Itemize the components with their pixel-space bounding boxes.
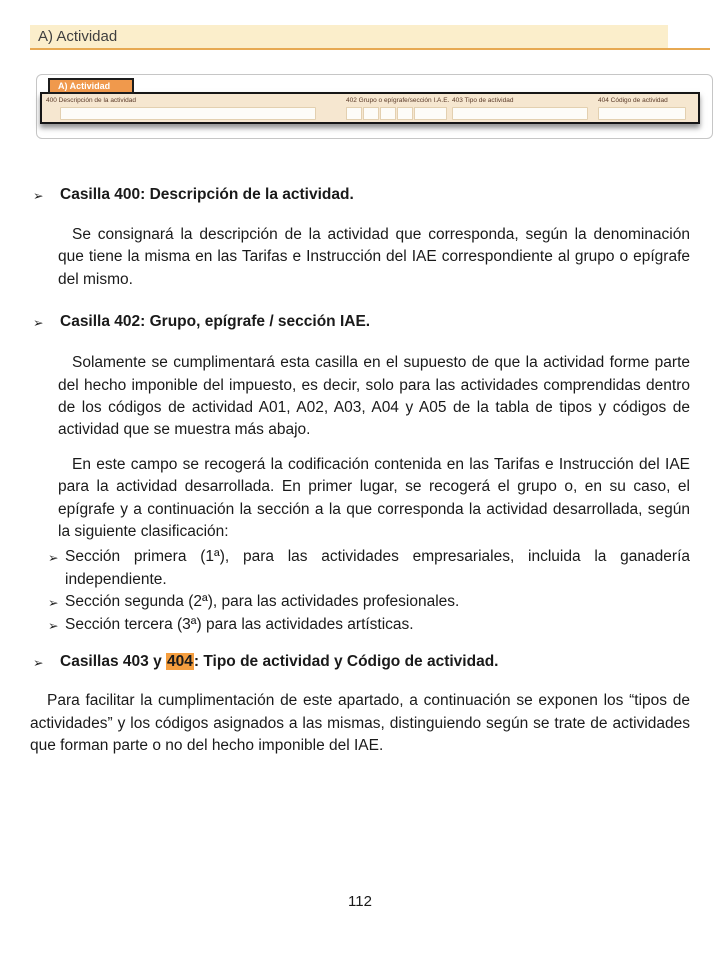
field-402: [346, 97, 452, 122]
arrow-bullet-icon: ➢: [33, 315, 44, 331]
arrow-bullet-icon: ➢: [48, 550, 59, 566]
field-402-input[interactable]: [346, 107, 452, 120]
field-404-label: 404 Código de actividad: [598, 97, 668, 104]
paragraph-403: Para facilitar la cumplimentación de este apartado, a continuación se exponen los “tipos de actividades” y los códigos asignados a las mismas, distinguiendo según se trate de actividades que forman parte o no del hecho imponible del IAE.: [30, 692, 690, 754]
heading-casilla-402-text: Casilla 402: Grupo, epígrafe / sección IAE.: [60, 313, 371, 331]
list-item-text: Sección primera (1ª), para las actividades empresariales, incluida la ganadería independiente.: [65, 548, 690, 588]
arrow-bullet-icon: ➢: [48, 617, 59, 633]
section-header-bar: [30, 25, 668, 48]
field-400-label: 400 Descripción de la actividad: [46, 97, 136, 104]
field-403-label: 403 Tipo de actividad: [452, 97, 514, 104]
arrow-bullet-icon: ➢: [33, 655, 44, 671]
heading-casilla-400-text: Casilla 400: Descripción de la actividad.: [60, 186, 354, 203]
field-400: [46, 97, 346, 122]
form-tab-label: A) Actividad: [58, 81, 111, 91]
field-404: [598, 97, 694, 122]
heading-casilla-402: [30, 311, 690, 333]
document-body: [0, 140, 720, 757]
field-402-cell[interactable]: [346, 107, 362, 120]
section-header: [30, 25, 710, 50]
paragraph-400: Se consignará la descripción de la actividad que corresponda, según la denominación que tiene la misma en las Tarifas e Instrucción del IAE correspondiente al grupo o epígrafe del mismo.: [58, 226, 690, 288]
list-item-text: Sección segunda (2ª), para las actividades profesionales.: [65, 593, 460, 611]
field-404-input[interactable]: [598, 107, 686, 120]
heading-casillas-403-404-text: [60, 653, 498, 670]
highlight-404: 404: [167, 653, 193, 671]
field-400-input[interactable]: [60, 107, 316, 120]
heading-prefix: Casillas 403 y: [60, 653, 166, 671]
heading-suffix: : Tipo de actividad y Código de actividad.: [193, 653, 499, 671]
arrow-bullet-icon: ➢: [48, 595, 59, 611]
field-403-input[interactable]: [452, 107, 588, 120]
field-402-label: 402 Grupo o epígrafe/sección I.A.E.: [346, 97, 450, 104]
field-403: [452, 97, 598, 122]
paragraph-402-2: En este campo se recogerá la codificación contenida en las Tarifas e Instrucción del IAE para la actividad desarrollada. En primer lugar, se recogerá el grupo o, en su caso, el epígrafe y a continuación la sección a la que corresponda la actividad desarrollada, según la siguiente clasificación:: [58, 455, 690, 541]
field-402-cell[interactable]: [397, 107, 413, 120]
list-item-seccion-primera: [48, 546, 690, 591]
list-item-seccion-tercera: [48, 614, 690, 636]
page-number: 112: [348, 893, 372, 910]
section-list: [48, 546, 690, 636]
paragraph-402-1: Solamente se cumplimentará esta casilla en el supuesto de que la actividad forme parte del hecho imponible del impuesto, es decir, solo para las actividades comprendidas dentro de los códigos de actividad A01, A02, A03, A04 y A05 de la tabla de tipos y códigos de actividad que se muestra más abajo.: [58, 354, 690, 439]
arrow-bullet-icon: ➢: [33, 188, 44, 203]
form-tab: [48, 78, 134, 94]
form-screenshot: [36, 74, 713, 139]
field-402-cell[interactable]: [414, 107, 447, 120]
form-box: [40, 92, 700, 124]
section-header-label: A) Actividad: [38, 28, 118, 45]
heading-casilla-400: [30, 184, 690, 206]
heading-casillas-403-404: [30, 651, 690, 673]
list-item-seccion-segunda: [48, 591, 690, 613]
field-402-cell[interactable]: [363, 107, 379, 120]
field-402-cell[interactable]: [380, 107, 396, 120]
list-item-text: Sección tercera (3ª) para las actividades artísticas.: [65, 615, 414, 633]
